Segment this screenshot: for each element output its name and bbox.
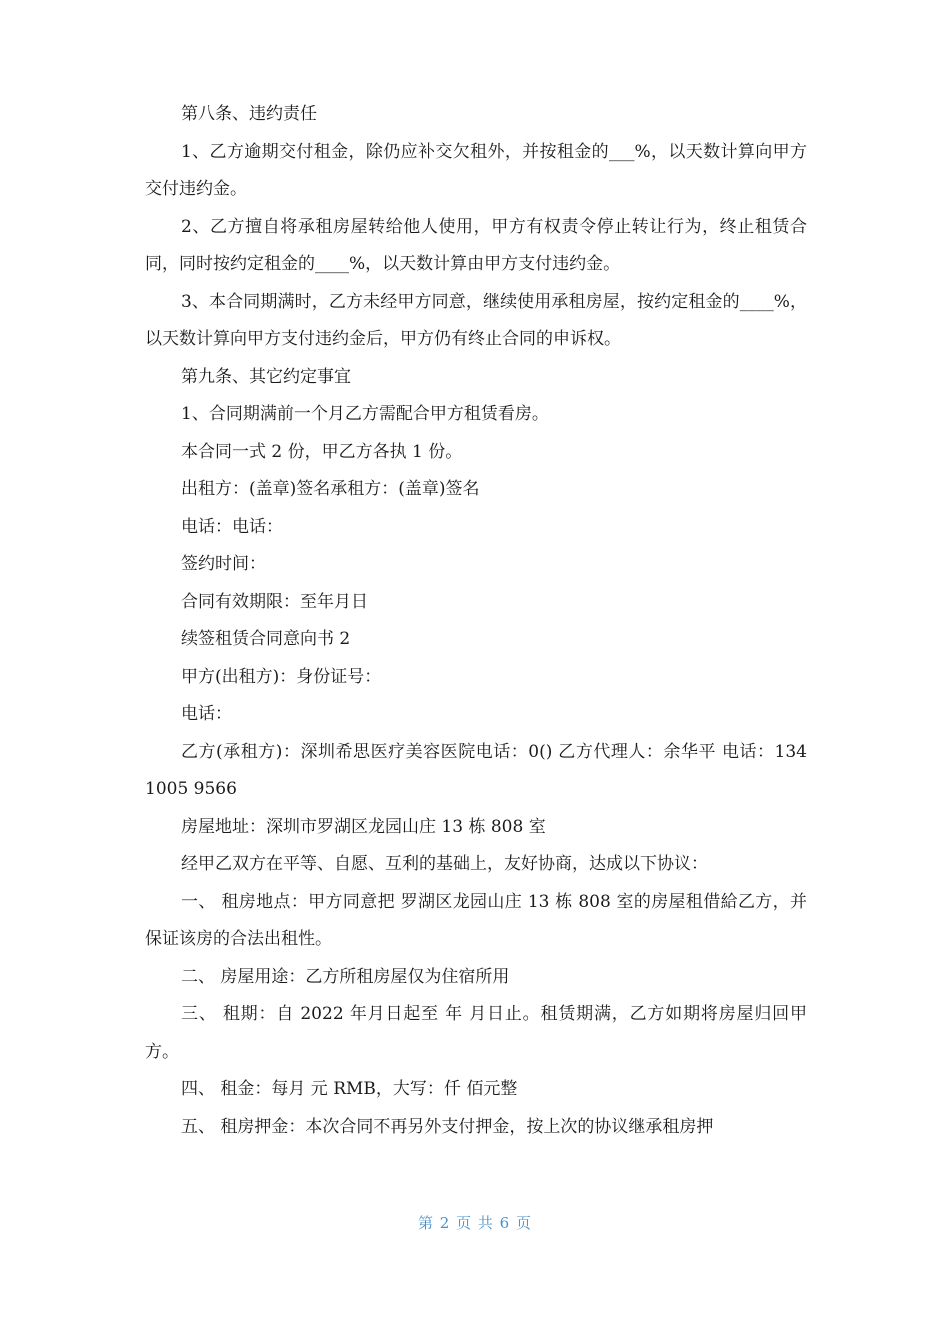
party-a-phone: 电话： [181, 704, 232, 724]
term-usage: 二、 房屋用途：乙方所租房屋仅为住宿所用 [181, 966, 510, 987]
signature-line: 出租方：(盖章)签名承租方：(盖章)签名 [181, 479, 480, 499]
party-b-line: 乙方(承租方)：深圳希思医疗美容医院电话：0() 乙方代理人：余华平 电话：134 1005 9566 [145, 741, 813, 799]
page-number-footer: 第 2 页 共 6 页 [418, 1214, 532, 1232]
clause-8-1: 1、乙方逾期交付租金，除仍应补交欠租外，并按租金的___%，以天数计算向甲方交付违约金。 [145, 141, 807, 199]
signing-date: 签约时间： [181, 554, 266, 574]
document-body [145, 96, 813, 1146]
term-rent: 四、 租金：每月 元 RMB，大写：仟 佰元整 [181, 1079, 518, 1099]
phone-line: 电话：电话： [181, 516, 283, 537]
section-heading-8: 第八条、违约责任 [181, 104, 317, 124]
validity-period: 合同有效期限：至年月日 [181, 591, 368, 612]
document-title-2: 续签租赁合同意向书 2 [181, 629, 351, 649]
term-location: 一、 租房地点：甲方同意把 罗湖区龙园山庄 13 栋 808 室的房屋租借給乙方，并保证该房的合法出租性。 [145, 891, 807, 949]
property-address: 房屋地址：深圳市罗湖区龙园山庄 13 栋 808 室 [181, 816, 546, 837]
clause-8-3: 3、本合同期满时，乙方未经甲方同意，继续使用承租房屋，按约定租金的____%，以天数计算向甲方支付违约金后，甲方仍有终止合同的申诉权。 [145, 291, 807, 349]
term-deposit: 五、 租房押金：本次合同不再另外支付押金，按上次的协议继承租房押 [181, 1116, 714, 1137]
term-period: 三、 租期：自 2022 年月日起至 年 月日止。租赁期满，乙方如期将房屋归回甲方。 [145, 1004, 807, 1062]
party-a-line: 甲方(出租方)：身份证号： [181, 666, 382, 687]
section-heading-9: 第九条、其它约定事宜 [181, 366, 351, 387]
agreement-intro: 经甲乙双方在平等、自愿、互利的基础上，友好协商，达成以下协议： [181, 854, 708, 874]
clause-8-2: 2、乙方擅自将承租房屋转给他人使用，甲方有权责令停止转让行为，终止租赁合同，同时按约定租金的____%，以天数计算由甲方支付违约金。 [145, 216, 807, 274]
copies-note: 本合同一式 2 份，甲乙方各执 1 份。 [181, 441, 463, 462]
clause-9-1: 1、合同期满前一个月乙方需配合甲方租赁看房。 [181, 404, 549, 424]
